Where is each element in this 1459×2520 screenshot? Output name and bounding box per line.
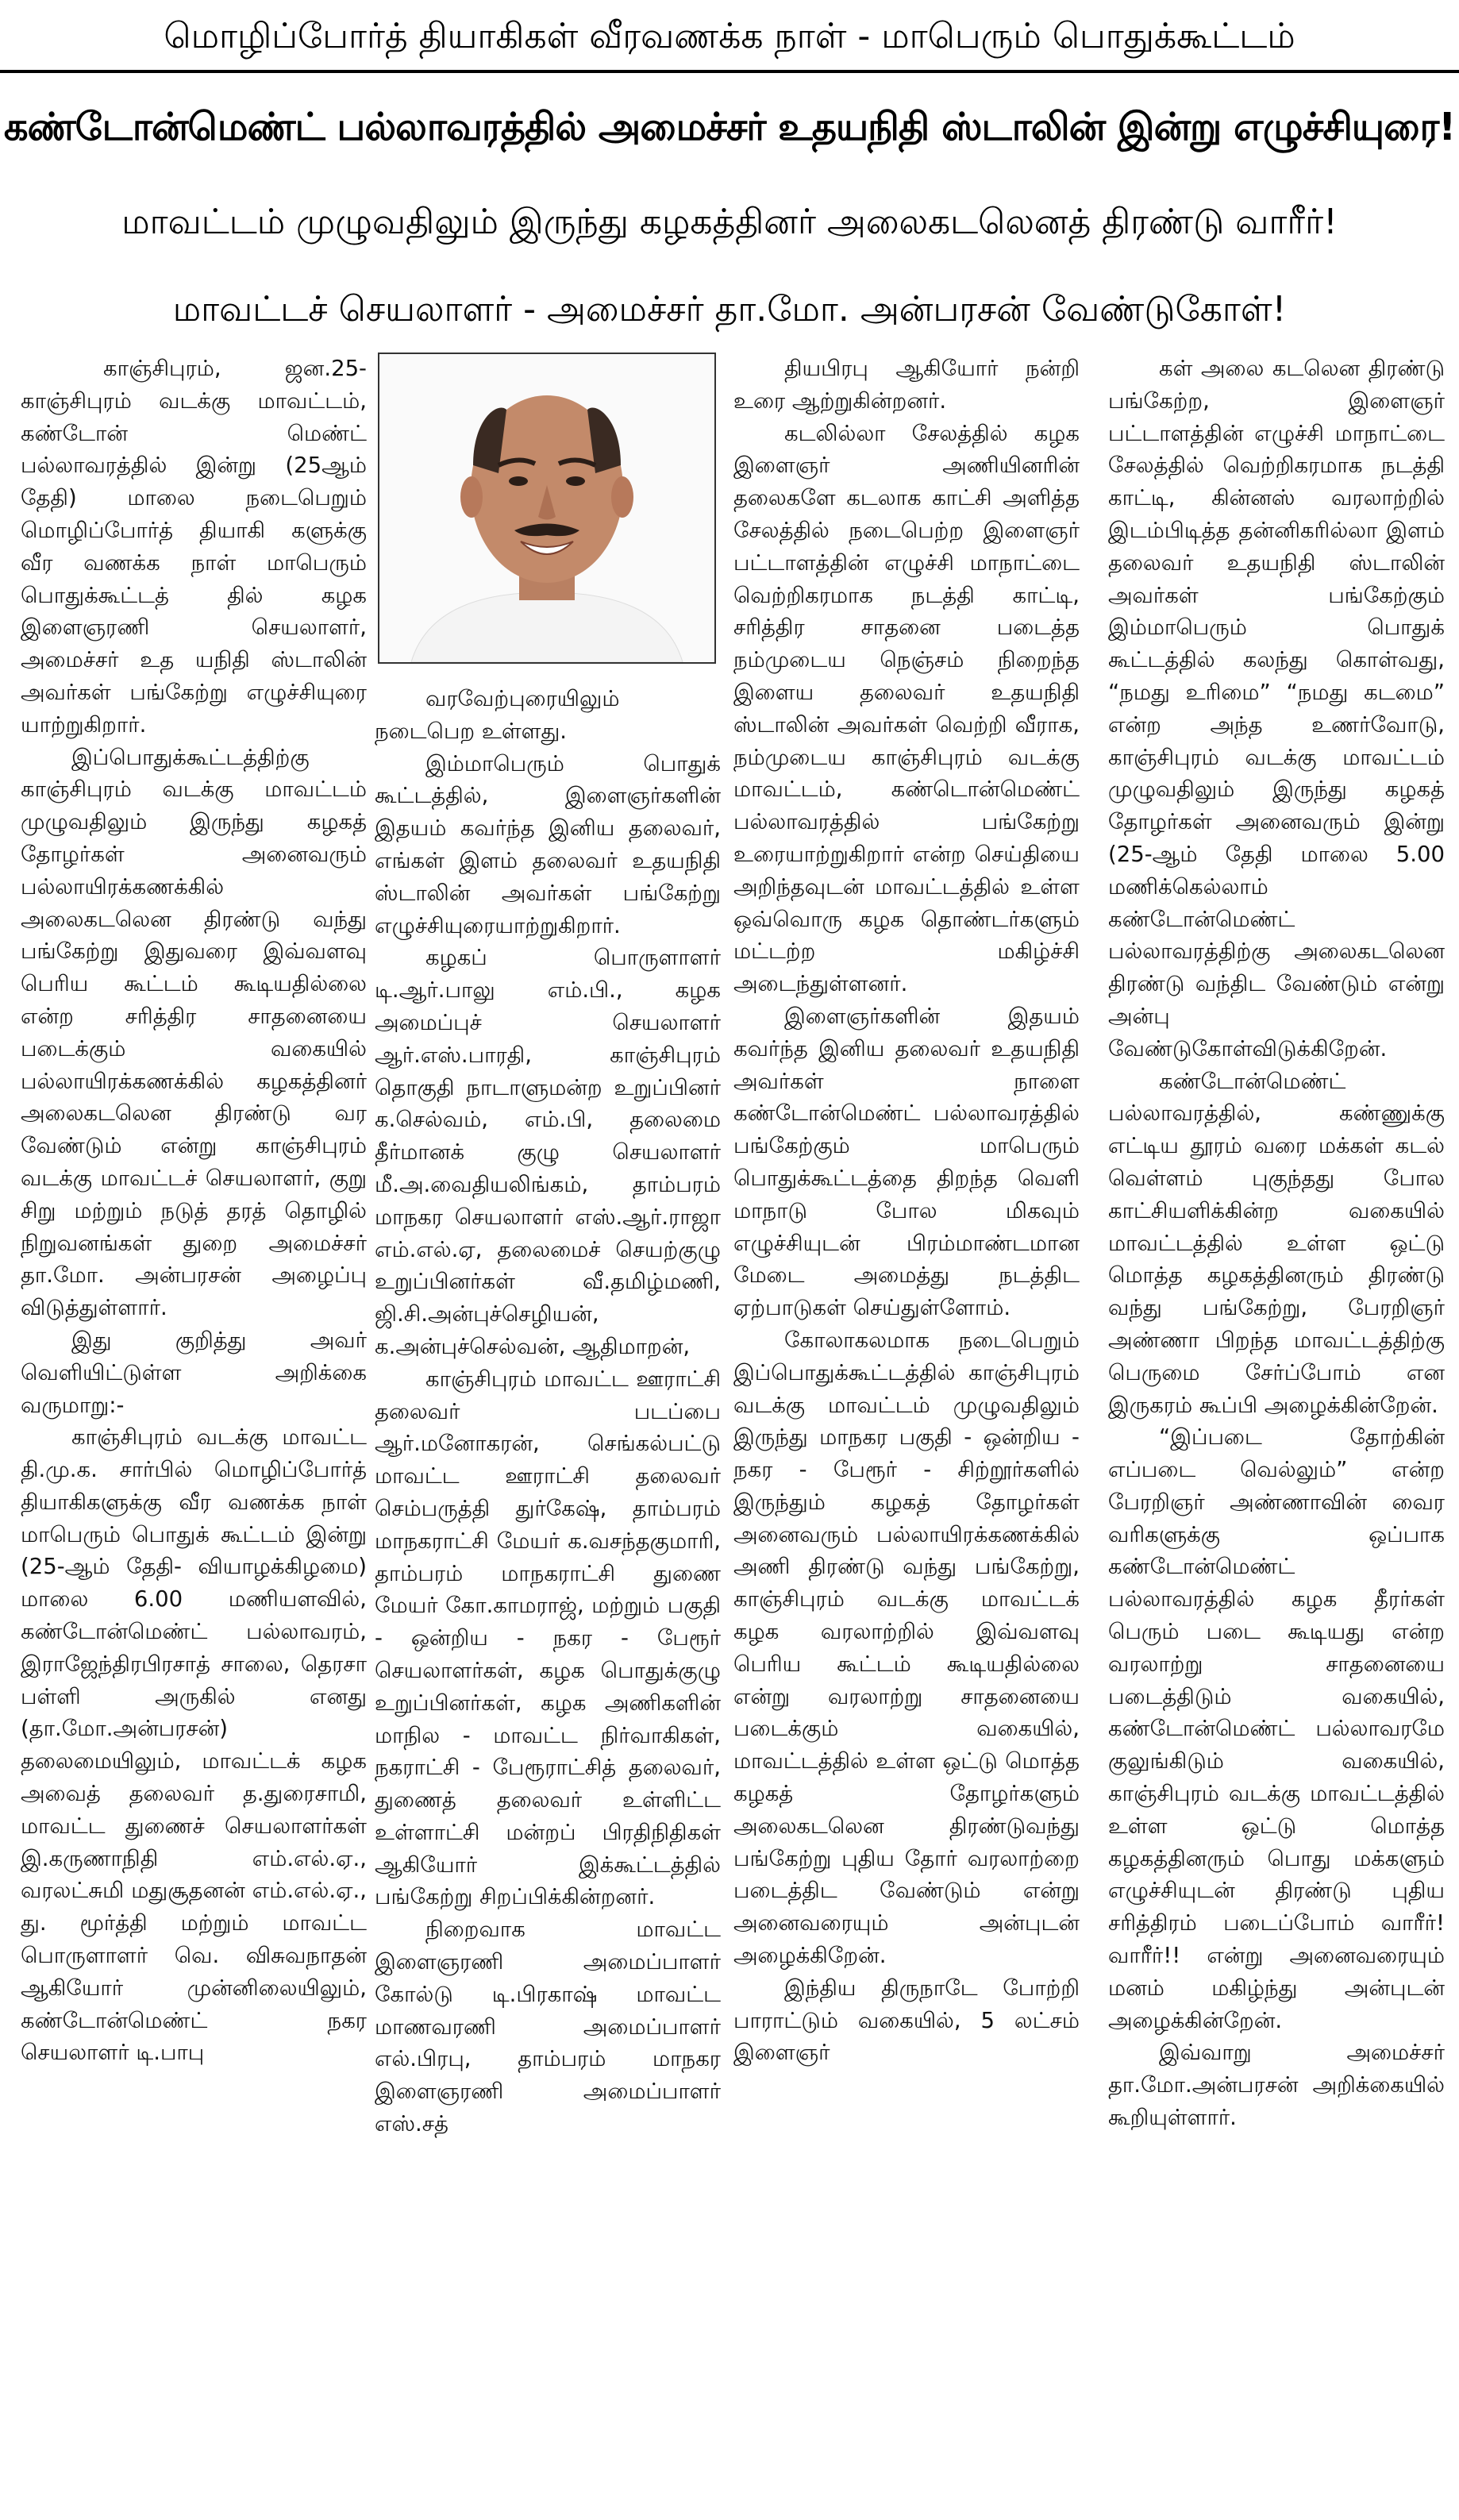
paragraph: இப்பொதுக்கூட்டத்திற்கு காஞ்சிபுரம் வடக்கு மாவட்டம் முழுவதிலும் இருந்து கழகத் தோழர்கள் அனைவரும் பல்லாயிரக்கணக்கில் அலைகடலென திரண்டு வந்து பங்கேற்று இதுவரை இவ்வளவு பெரிய கூட்டம் கூடியதில்லை என்ற சரித்திர சாதனையை படைக்கும் வகையில் பல்லாயிரக்கணக்கில் கழகத்தினர் அலைகடலென திரண்டு வர வேண்டும் என்று காஞ்சிபுரம் வடக்கு மாவட்டச் செயலாளர், குறு சிறு மற்றும் நடுத் தரத் தொழில் நிறுவனங்கள் துறை அமைச்சர் தா.மோ. அன்பரசன் அழைப்பு விடுத்துள்ளார்.: [21, 744, 367, 1321]
paragraph: கடலில்லா சேலத்தில் கழக இளைஞர் அணியினரின் தலைகளே கடலாக காட்சி அளித்த சேலத்தில் நடைபெற்ற இளைஞர் பட்டாளத்தின் எழுச்சி மாநாட்டை வெற்றிகரமாக நடத்தி காட்டி, சரித்திர சாதனை படைத்த நம்முடைய நெஞ்சம் நிறைந்த இளைய தலைவர் உதயநிதி ஸ்டாலின் அவர்கள் வெற்றி வீராக, நம்முடைய காஞ்சிபுரம் வடக்கு மாவட்டம், கண்டொன்மெண்ட் பல்லாவரத்தில் பங்கேற்று உரையாற்றுகிறார் என்ற செய்தியை அறிந்தவுடன் மாவட்டத்தில் உள்ள ஒவ்வொரு கழக தொண்டர்களும் மட்டற்ற மகிழ்ச்சி அடைந்துள்ளனர்.: [733, 420, 1080, 997]
top-headline: மொழிப்போர்த் தியாகிகள் வீரவணக்க நாள் - மாபெரும் பொதுக்கூட்டம்: [164, 16, 1295, 56]
portrait-photo-icon: [379, 354, 714, 662]
paragraph: இம்மாபெரும் பொதுக் கூட்டத்தில், இளைஞர்களின் இதயம் கவர்ந்த இனிய தலைவர், எங்கள் இளம் தலைவர் உதயநிதி ஸ்டாலின் அவர்கள் பங்கேற்று எழுச்சியுரையாற்றுகிறார்.: [375, 750, 721, 938]
sub-headline-2: மாவட்டச் செயலாளர் - அமைச்சர் தா.மோ. அன்பரசன் வேண்டுகோள்!: [172, 289, 1287, 329]
paragraph: “இப்படை தோற்கின் எப்படை வெல்லும்” என்ற பேரறிஞர் அண்ணாவின் வைர வரிகளுக்கு ஒப்பாக கண்டோன்மெண்ட் பல்லாவரத்தில் கழக தீரர்கள் பெரும் படை கூடியது என்ற வரலாற்று சாதனையை படைத்திடும் வகையில், கண்டோன்மெண்ட் பல்லாவரமே குலுங்கிடும் வகையில், காஞ்சிபுரம் வடக்கு மாவட்டத்தில் உள்ள ஒட்டு மொத்த கழகத்தினரும் பொது மக்களும் எழுச்சியுடன் திரண்டு புதிய சரித்திரம் படைப்போம் வாரீர்! வாரீர்!! என்று அனைவரையும் மனம் மகிழ்ந்து அன்புடன் அழைக்கின்றேன்.: [1108, 1424, 1445, 2033]
paragraph: இந்திய திருநாடே போற்றி பாராட்டும் வகையில், 5 லட்சம் இளைஞர்: [733, 1975, 1080, 2066]
main-headline: கண்டோன்மெண்ட் பல்லாவரத்தில் அமைச்சர் உதயநிதி ஸ்டாலின் இன்று எழுச்சியுரை!: [3, 105, 1456, 149]
paragraph: கோலாகலமாக நடைபெறும் இப்பொதுக்கூட்டத்தில் காஞ்சிபுரம் வடக்கு மாவட்டம் முழுவதிலும் இருந்து மாநகர பகுதி - ஒன்றிய - நகர - பேரூர் - சிற்றூர்களில் இருந்தும் கழகத் தோழர்கள் அனைவரும் பல்லாயிரக்கணக்கில் அணி திரண்டு வந்து பங்கேற்று, காஞ்சிபுரம் வடக்கு மாவட்டக் கழக வரலாற்றில் இவ்வளவு பெரிய கூட்டம் கூடியதில்லை என்று வரலாற்று சாதனையை படைக்கும் வகையில், மாவட்டத்தில் உள்ள ஒட்டு மொத்த கழகத் தோழர்களும் அலைகடலென திரண்டுவந்து பங்கேற்று புதிய தோர் வரலாற்றை படைத்திட வேண்டும் என்று அனைவரையும் அன்புடன் அழைக்கிறேன்.: [733, 1327, 1080, 1969]
paragraph: தியபிரபு ஆகியோர் நன்றி உரை ஆற்றுகின்றனர்.: [733, 356, 1080, 414]
paragraph: நிறைவாக மாவட்ட இளைஞரணி அமைப்பாளர் கோல்டு டி.பிரகாஷ் மாவட்ட மாணவரணி அமைப்பாளர் எல்.பிரபு, தாம்பரம் மாநகர இளைஞரணி அமைப்பாளர் எஸ்.சத்: [375, 1917, 721, 2137]
paragraph: கழகப் பொருளாளர் டி.ஆர்.பாலு எம்.பி., கழக அமைப்புச் செயலாளர் ஆர்.எஸ்.பாரதி, காஞ்சிபுரம் தொகுதி நாடாளுமன்ற உறுப்பினர் க.செல்வம், எம்.பி, தலைமை தீர்மானக் குழு செயலாளர் மீ.அ.வைதியலிங்கம், தாம்பரம் மாநகர செயலாளர் எஸ்.ஆர்.ராஜா எம்.எல்.ஏ, தலைமைச் செயற்குழு உறுப்பினர்கள் வீ.தமிழ்மணி, ஜி.சி.அன்புச்செழியன், க.அன்புச்செல்வன், ஆதிமாறன்,: [375, 945, 721, 1359]
paragraph: காஞ்சிபுரம் மாவட்ட ஊராட்சி தலைவர் படப்பை ஆர்.மனோகரன், செங்கல்பட்டு மாவட்ட ஊராட்சி தலைவர் செம்பருத்தி துர்கேஷ், தாம்பரம் மாநகராட்சி மேயர் க.வசந்தகுமாரி, தாம்பரம் மாநகராட்சி துணை மேயர் கோ.காமராஜ், மற்றும் பகுதி - ஒன்றிய - நகர - பேரூர் செயலாளர்கள், கழக பொதுக்குழு உறுப்பினர்கள், கழக அணிகளின் மாநில - மாவட்ட நிர்வாகிகள், நகராட்சி - பேரூராட்சித் தலைவர், துணைத் தலைவர் உள்ளிட்ட உள்ளாட்சி மன்றப் பிரதிநிதிகள் ஆகியோர் இக்கூட்டத்தில் பங்கேற்று சிறப்பிக்கின்றனர்.: [375, 1366, 721, 1910]
paragraph: வரவேற்புரையிலும் நடைபெற உள்ளது.: [375, 686, 620, 744]
paragraph: கண்டோன்மெண்ட் பல்லாவரத்தில், கண்ணுக்கு எட்டிய தூரம் வரை மக்கள் கடல் வெள்ளம் புகுந்தது போல காட்சியளிக்கின்ற வகையில் மாவட்டத்தில் உள்ள ஒட்டு மொத்த கழகத்தினரும் திரண்டு வந்து பங்கேற்று, பேரறிஞர் அண்ணா பிறந்த மாவட்டத்திற்கு பெருமை சேர்ப்போம் என இருகரம் கூப்பி அழைக்கின்றேன்.: [1108, 1068, 1445, 1418]
headline-divider: [0, 70, 1459, 73]
paragraph: இளைஞர்களின் இதயம் கவர்ந்த இனிய தலைவர் உதயநிதி அவர்கள் நாளை கண்டோன்மெண்ட் பல்லாவரத்தில் பங்கேற்கும் மாபெரும் பொதுக்கூட்டத்தை திறந்த வெளி மாநாடு போல மிகவும் எழுச்சியுடன் பிரம்மாண்டமான மேடை அமைத்து நடத்திட ஏற்பாடுகள் செய்துள்ளோம்.: [733, 1003, 1080, 1321]
article-column-1: [21, 353, 367, 2506]
article-column-4: [1108, 353, 1445, 2506]
sub-headline-1: மாவட்டம் முழுவதிலும் இருந்து கழகத்தினர் அலைகடலெனத் திரண்டு வாரீர்!: [121, 202, 1338, 242]
portrait-photo: [378, 353, 716, 664]
paragraph: இவ்வாறு அமைச்சர் தா.மோ.அன்பரசன் அறிக்கையில் கூறியுள்ளார்.: [1108, 2040, 1445, 2131]
paragraph: காஞ்சிபுரம், ஜன.25- காஞ்சிபுரம் வடக்கு மாவட்டம், கண்டோன் மெண்ட் பல்லாவரத்தில் இன்று (25ஆம் தேதி) மாலை நடைபெறும் மொழிப்போர்த் தியாகி களுக்கு வீர வணக்க நாள் மாபெரும் பொதுக்கூட்டத் தில் கழக இளைஞரணி செயலாளர், அமைச்சர் உத யநிதி ஸ்டாலின் அவர்கள் பங்கேற்று எழுச்சியுரை யாற்றுகிறார்.: [21, 356, 367, 738]
article-column-2: [375, 683, 721, 2506]
article-column-3: [733, 353, 1080, 2506]
paragraph: காஞ்சிபுரம் வடக்கு மாவட்ட தி.மு.க. சார்பில் மொழிப்போர்த் தியாகிகளுக்கு வீர வணக்க நாள் மாபெரும் பொதுக் கூட்டம் இன்று (25-ஆம் தேதி- வியாழக்கிழமை) மாலை 6.00 மணியளவில், கண்டோன்மெண்ட் பல்லாவரம், இராஜேந்திரபிரசாத் சாலை, தெரசா பள்ளி அருகில் எனது (தா.மோ.அன்பரசன்) தலைமையிலும், மாவட்டக் கழக அவைத் தலைவர் த.துரைசாமி, மாவட்ட துணைச் செயலாளர்கள் இ.கருணாநிதி எம்.எல்.ஏ., வரலட்சுமி மதுசூதனன் எம்.எல்.ஏ., து. மூர்த்தி மற்றும் மாவட்ட பொருளாளர் வெ. விசுவநாதன் ஆகியோர் முன்னிலையிலும், கண்டோன்மெண்ட் நகர செயலாளர் டி.பாபு: [21, 1424, 367, 2066]
paragraph: கள் அலை கடலென திரண்டு பங்கேற்ற, இளைஞர் பட்டாளத்தின் எழுச்சி மாநாட்டை சேலத்தில் வெற்றிகரமாக நடத்தி காட்டி, கின்னஸ் வரலாற்றில் இடம்பிடித்த தன்னிகரில்லா இளம் தலைவர் உதயநிதி ஸ்டாலின் அவர்கள் பங்கேற்கும் இம்மாபெரும் பொதுக் கூட்டத்தில் கலந்து கொள்வது, “நமது உரிமை” “நமது கடமை” என்ற அந்த உணர்வோடு, காஞ்சிபுரம் வடக்கு மாவட்டம் முழுவதிலும் இருந்து கழகத் தோழர்கள் அனைவரும் இன்று (25-ஆம் தேதி மாலை 5.00 மணிக்கெல்லாம் கண்டோன்மெண்ட் பல்லாவரத்திற்கு அலைகடலென திரண்டு வந்திட வேண்டும் என்று அன்பு வேண்டுகோள்விடுக்கிறேன்.: [1108, 356, 1445, 1062]
paragraph: இது குறித்து அவர் வெளியிட்டுள்ள அறிக்கை வருமாறு:-: [21, 1327, 367, 1418]
